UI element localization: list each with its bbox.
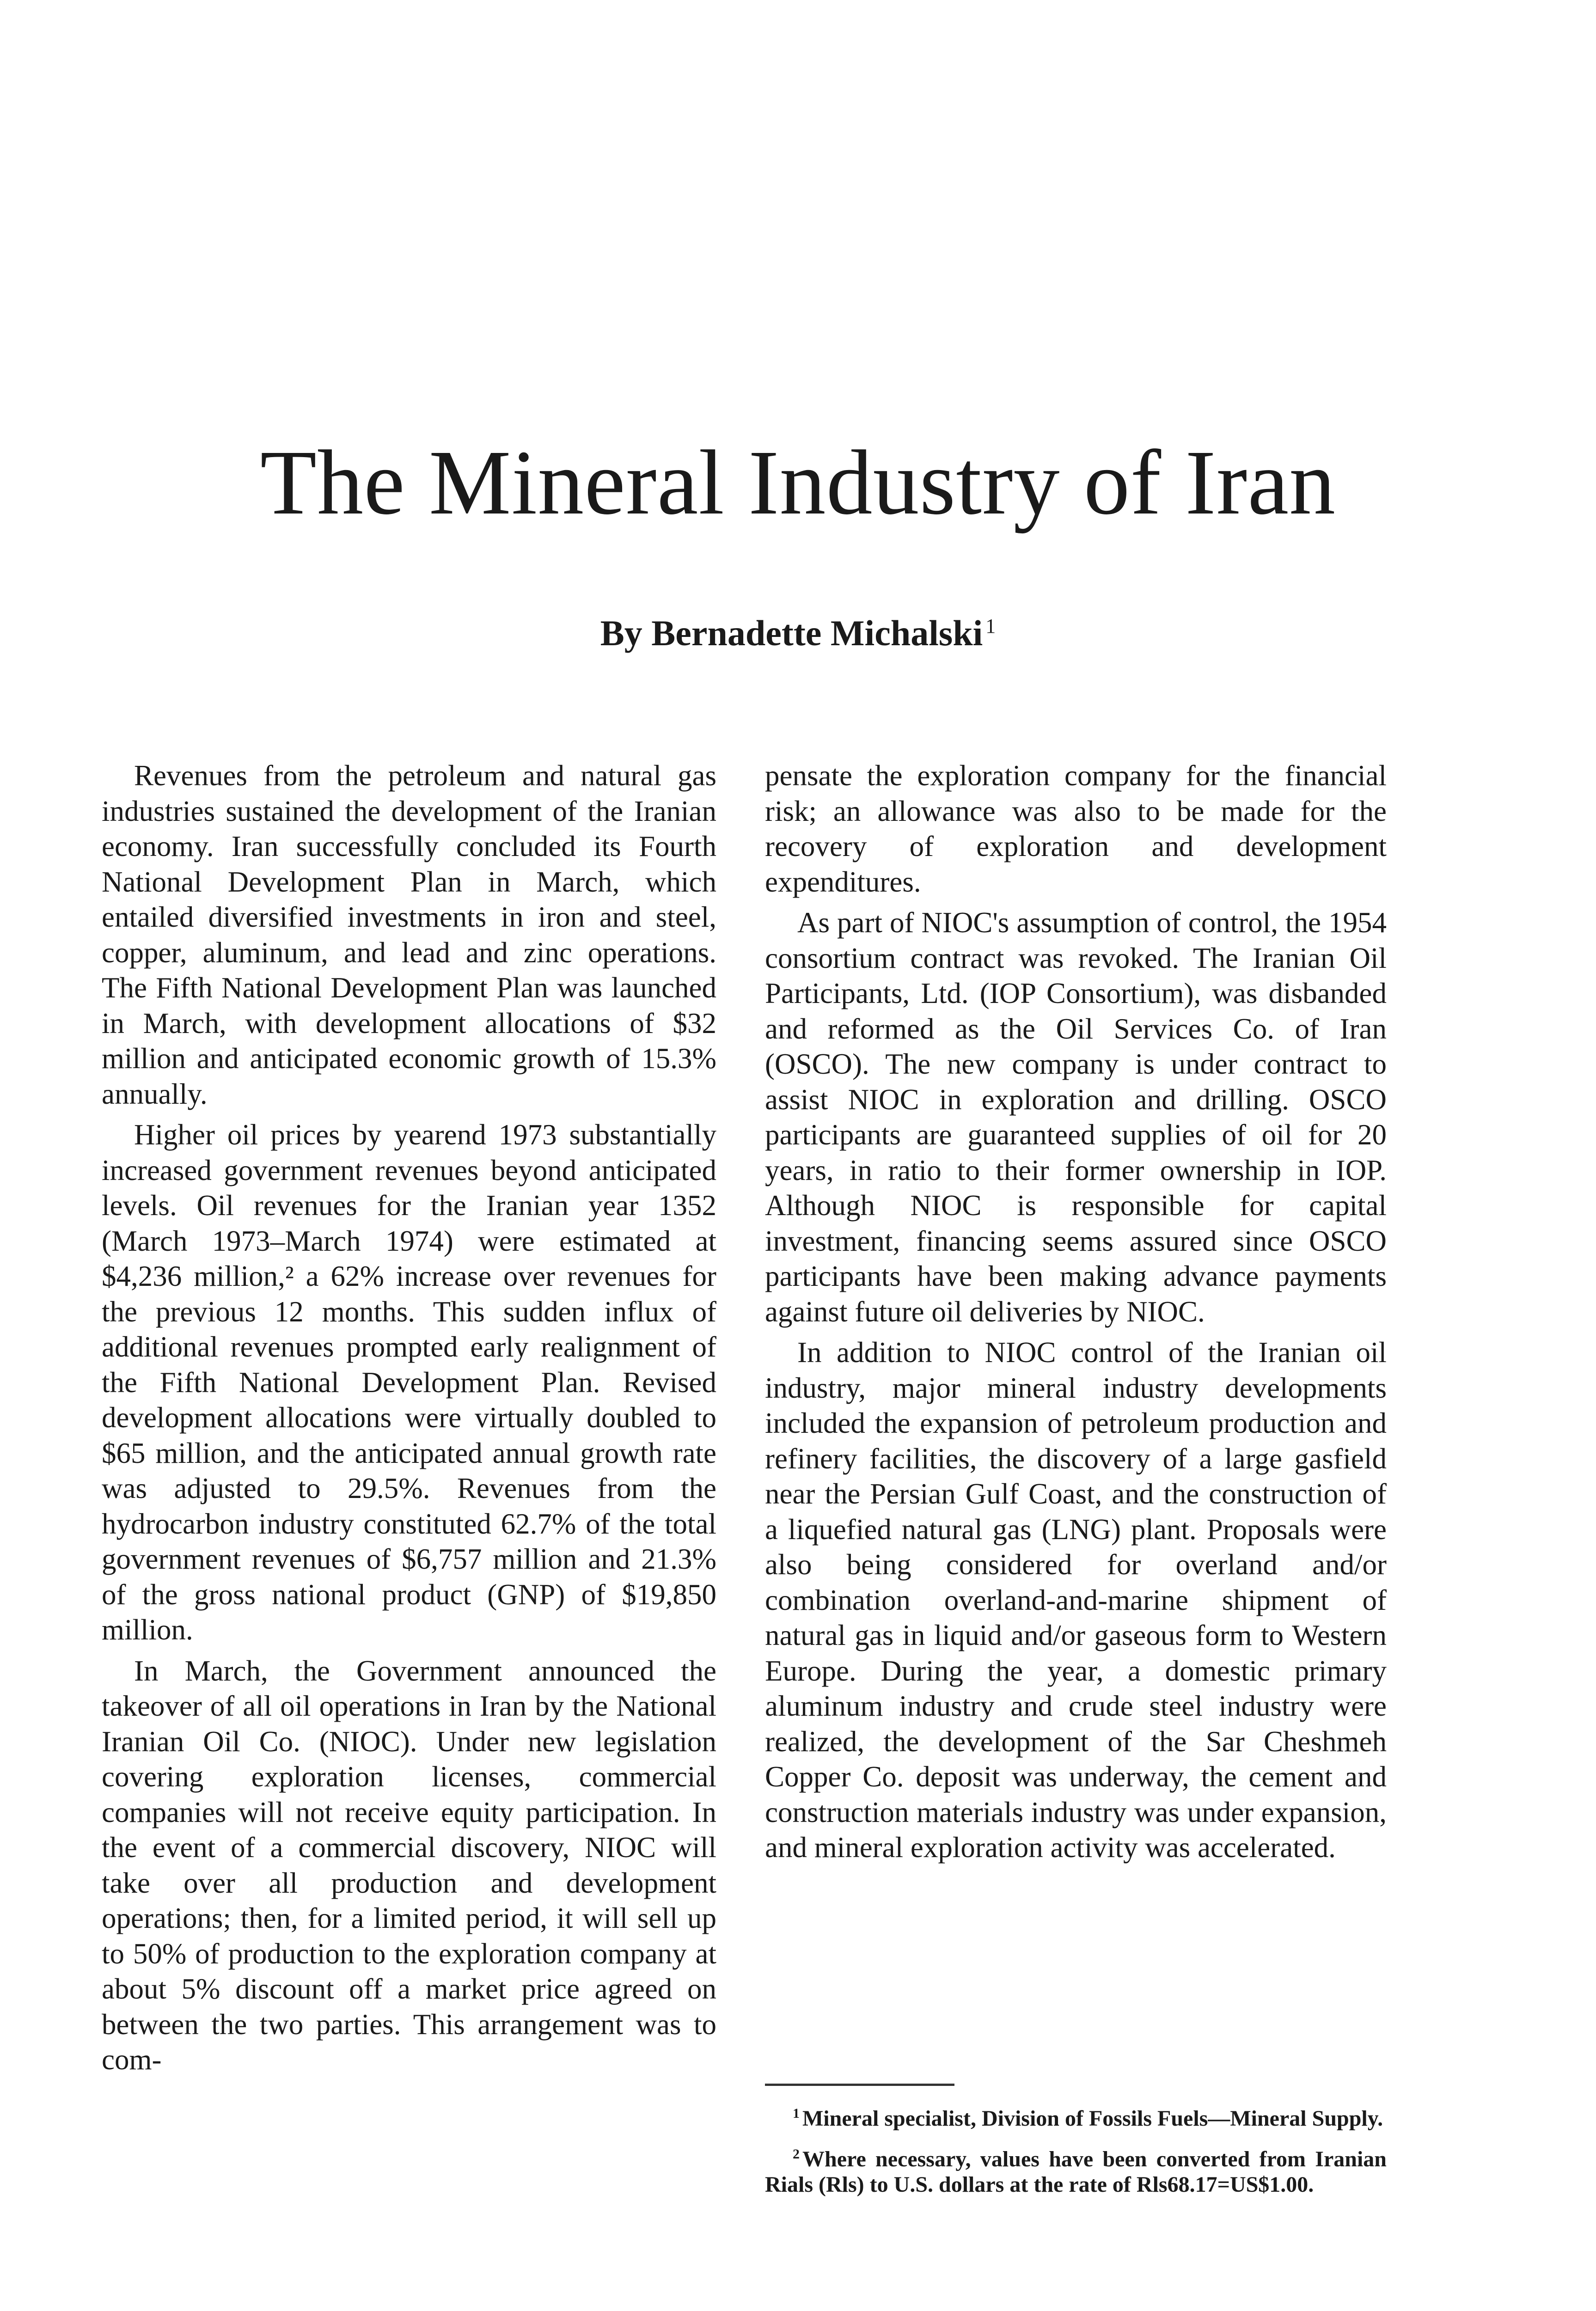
author-byline [0, 612, 1596, 654]
footnote-1-marker: 1 [793, 2106, 800, 2121]
footnote-2-marker: 2 [793, 2146, 800, 2162]
footnote-1-text: Mineral specialist, Division of Fossils Fuels—Mineral Supply. [802, 2106, 1383, 2131]
right-column [765, 758, 1387, 1871]
paragraph-consortium: As part of NIOC's assumption of control, the 1954 consortium contract was revoked. The Iranian Oil Participants, Ltd. (IOP Consortium), was disbanded and reformed as the Oil Services Co. of Iran (OSCO). The new company is under contract to assist NIOC in exploration and drilling. OSCO participants are guaranteed supplies of oil for 20 years, in ratio to their former ownership in IOP. Although NIOC is responsible for capital investment, financing seems assured since OSCO participants have been making advance payments against future oil deliveries by NIOC. [765, 906, 1387, 1328]
footnote-2 [765, 2141, 1387, 2197]
footnote-2-text: Where necessary, values have been converted from Iranian Rials (Rls) to U.S. dollars at the rate of Rls68.17=US$1.00. [765, 2147, 1387, 2197]
paragraph-takeover: In March, the Government announced the takeover of all oil operations in Iran by the National Iranian Oil Co. (NIOC). Under new legislation covering exploration licenses, commercial companies will not receive equity participation. In the event of a commercial discovery, NIOC will take over all production and development operations; then, for a limited period, it will sell up to 50% of production to the exploration company at about 5% discount off a market price agreed on between the two parties. This arrangement was to com- [102, 1654, 716, 2076]
byline-footnote-marker: 1 [985, 615, 996, 637]
author-name: By Bernadette Michalski [600, 613, 983, 653]
footnotes [765, 2101, 1387, 2207]
paragraph-oil-prices: Higher oil prices by yearend 1973 substantially increased government revenues beyond anticipated levels. Oil revenues for the Iranian year 1352 (March 1973–March 1974) were estimated at $4,236 million,² a 62% increase over revenues for the previous 12 months. This sudden influx of additional revenues prompted early realignment of the Fifth National Development Plan. Revised development allocations were virtually doubled to $65 million, and the anticipated annual growth rate was adjusted to 29.5%. Revenues from the hydrocarbon industry constituted 62.7% of the total government revenues of $6,757 million and 21.3% of the gross national product (GNP) of $19,850 million. [102, 1119, 716, 1646]
paragraph-developments: In addition to NIOC control of the Iranian oil industry, major mineral industry developments included the expansion of petroleum production and refinery facilities, the discovery of a large gasfield near the Persian Gulf Coast, and the construction of a liquefied natural gas (LNG) plant. Proposals were also being considered for overland and/or combination overland-and-marine shipment of natural gas in liquid and/or gaseous form to Western Europe. During the year, a domestic primary aluminum industry and crude steel industry were realized, the development of the Sar Cheshmeh Copper Co. deposit was underway, the cement and construction materials industry was under expansion, and mineral exploration activity was accelerated. [765, 1336, 1387, 1864]
paragraph-continuation: pensate the exploration company for the financial risk; an allowance was also to be made for the recovery of exploration and development expenditures. [765, 759, 1387, 898]
page-title: The Mineral Industry of Iran [260, 432, 1336, 534]
left-column [102, 758, 716, 2083]
paragraph-revenues: Revenues from the petroleum and natural gas industries sustained the development of the Iranian economy. Iran successfully concluded its Fourth National Development Plan in March, which entailed diversified investments in iron and steel, copper, aluminum, and lead and zinc operations. The Fifth National Development Plan was launched in March, with development allocations of $32 million and anticipated economic growth of 15.3% annually. [102, 759, 716, 1110]
footnote-divider [765, 2084, 954, 2086]
footnote-1 [765, 2101, 1387, 2131]
